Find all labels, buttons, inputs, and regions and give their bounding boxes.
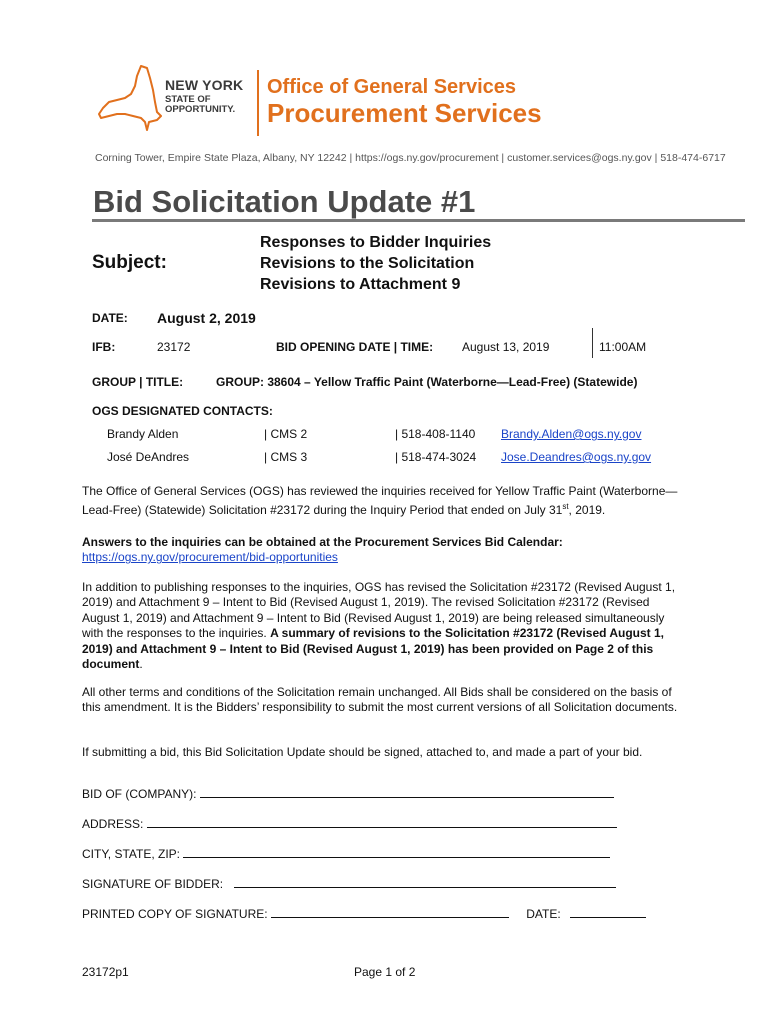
new-york-state-map-icon [95, 64, 163, 134]
contact-cms: | CMS 3 [264, 450, 308, 464]
revisions-end: . [139, 657, 143, 672]
subject-line: Revisions to the Solicitation [260, 255, 475, 272]
contact-email-link[interactable]: Jose.Deandres@ogs.ny.gov [501, 450, 652, 464]
signature-field-row [82, 875, 616, 891]
printed-signature-row [82, 905, 646, 921]
contact-cms: | CMS 2 [264, 427, 308, 441]
page-title: Bid Solicitation Update #1 [93, 184, 476, 219]
group-title-label: GROUP | TITLE: [92, 375, 184, 389]
printed-signature-label: PRINTED COPY OF SIGNATURE: [82, 907, 268, 921]
contact-name: José DeAndres [107, 450, 190, 464]
division-name: Procurement Services [267, 98, 542, 128]
company-label: BID OF (COMPANY): [82, 787, 197, 801]
printed-signature-field[interactable] [271, 905, 509, 918]
nys-wordmark [165, 78, 243, 114]
group-title-value: GROUP: 38604 – Yellow Traffic Paint (Waterborne—Lead-Free) (Statewide) [216, 375, 638, 389]
revisions-text: In addition to publishing responses to the inquiries, OGS has revised the Solicitation #23172 (Revised August 1, 2019) and Attachment 9 – Intent to Bid (Revised August 1, 2019). The revised Solicitation #23172 (Revised August 1, 2019) and Attachment 9 – Intent to Bid (Revised August 1, 2019) are being released simultaneously with the responses to the inquiries. [82, 580, 676, 641]
title-divider [92, 219, 745, 222]
company-field-row [82, 785, 614, 801]
contact-email-link[interactable]: Brandy.Alden@ogs.ny.gov [501, 427, 642, 441]
paragraph-review-text: The Office of General Services (OGS) has reviewed the inquiries received for Yellow Traffic Paint (Waterborne—Lead-Free) (Statewide) Solicitation #23172 during the Inquiry Period that ended on July 31 [82, 484, 678, 518]
page-number: Page 1 of 2 [354, 965, 416, 979]
bid-opening-label: BID OPENING DATE | TIME: [276, 340, 434, 354]
date-value: August 2, 2019 [157, 310, 256, 326]
address-label: ADDRESS: [82, 817, 144, 831]
city-field-row [82, 845, 610, 861]
sign-date-field[interactable] [570, 905, 646, 918]
paragraph-review [82, 484, 682, 519]
sign-date-label: DATE: [526, 907, 561, 921]
ifb-value: 23172 [157, 340, 191, 354]
revisions-summary-bold: A summary of revisions to the Solicitation #23172 (Revised August 1, 2019) and Attachment 9 – Intent to Bid (Revised August 1, 2019) has been provided on Page 2 of this document [82, 626, 664, 672]
ifb-label: IFB: [92, 340, 116, 354]
address-field-row [82, 815, 617, 831]
paragraph-terms: All other terms and conditions of the Solicitation remain unchanged. All Bids shall be considered on the basis of this amendment. It is the Bidders’ responsibility to submit the most current versions of all Solicitation documents. [82, 685, 678, 715]
ogs-logo [95, 62, 542, 142]
address-field[interactable] [147, 815, 617, 828]
logo-divider [257, 70, 259, 136]
contact-name: Brandy Alden [107, 427, 179, 441]
subject-lines [260, 232, 491, 295]
contacts-heading: OGS DESIGNATED CONTACTS: [92, 404, 273, 418]
subject-line: Revisions to Attachment 9 [260, 276, 461, 293]
nys-line-state-of: STATE OF [165, 94, 211, 105]
nys-line-opportunity: OPPORTUNITY. [165, 103, 236, 115]
field-separator [592, 328, 593, 358]
paragraph-instructions: If submitting a bid, this Bid Solicitation Update should be signed, attached to, and made a part of your bid. [82, 745, 643, 759]
subject-line: Responses to Bidder Inquiries [260, 234, 492, 251]
nys-line-new-york: NEW YORK [165, 77, 244, 93]
signature-label: SIGNATURE OF BIDDER: [82, 877, 224, 891]
paragraph-revisions [82, 580, 682, 672]
city-state-zip-label: CITY, STATE, ZIP: [82, 847, 181, 861]
company-field[interactable] [200, 785, 614, 798]
superscript: st [562, 502, 569, 512]
paragraph-answers [82, 535, 682, 566]
bid-calendar-link[interactable]: https://ogs.ny.gov/procurement/bid-opportunities [82, 550, 338, 565]
document-id: 23172p1 [82, 965, 129, 979]
office-name: Office of General Services [267, 76, 517, 98]
answers-heading: Answers to the inquiries can be obtained at the Procurement Services Bid Calendar: [82, 535, 563, 549]
bid-opening-date: August 13, 2019 [462, 340, 550, 354]
city-state-zip-field[interactable] [183, 845, 610, 858]
contact-phone: | 518-408-1140 [395, 427, 476, 441]
contact-address-line: Corning Tower, Empire State Plaza, Albany, NY 12242 | https://ogs.ny.gov/procurement | customer.services@ogs.ny.gov | 518-474-6717 [95, 152, 726, 164]
signature-field[interactable] [234, 875, 616, 888]
date-label: DATE: [92, 311, 128, 325]
paragraph-review-end: , 2019. [568, 503, 606, 518]
subject-label: Subject: [92, 252, 167, 273]
contact-phone: | 518-474-3024 [395, 450, 477, 464]
bid-opening-time: 11:00AM [599, 340, 647, 354]
